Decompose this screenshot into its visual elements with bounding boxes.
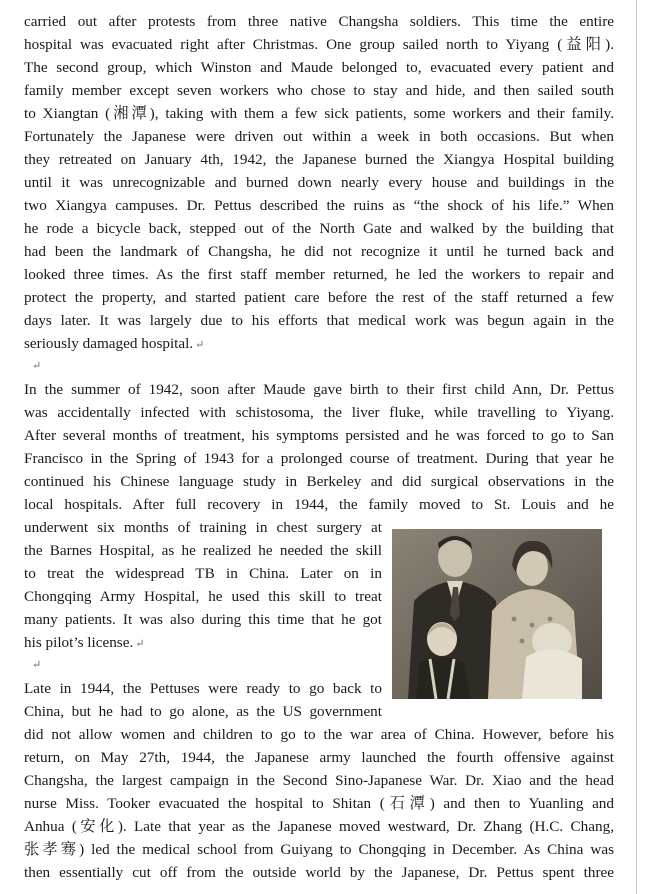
text-line: continued his Chinese language study in Berkeley and did surgical observations in the: [24, 473, 614, 490]
text-line: had been the landmark of Changsha, he did not recognize it until he turned back and: [24, 243, 614, 260]
text-line: did not allow women and children to go to the war area of China. However, before his: [24, 726, 614, 743]
page-margin-guide: [636, 0, 637, 894]
family-photo: [392, 529, 602, 699]
text-line: [24, 631, 382, 654]
text-line: he rode a bicycle back, stepped out of the North Gate and walked by the building that: [24, 220, 614, 237]
text-line-content: seriously damaged hospital.: [24, 335, 194, 352]
paragraph-mark: ↵: [32, 659, 42, 671]
text-line: China, but he had to go alone, as the US government: [24, 703, 382, 720]
text-line: hospital was evacuated right after Christmas. One group sailed north to Yiyang (益阳).: [24, 36, 614, 53]
text-line: Changsha, the largest campaign in the Second Sino-Japanese War. Dr. Xiao and the head: [24, 772, 614, 789]
text-line: underwent six months of training in chest surgery at: [24, 519, 382, 536]
text-line: they retreated on January 4th, 1942, the Japanese burned the Xiangya Hospital building: [24, 151, 614, 168]
text-line: two Xiangya campuses. Dr. Pettus described the ruins as “the shock of his life.” When: [24, 197, 614, 214]
text-line: Fortunately the Japanese were driven out within a week in both occasions. But when: [24, 128, 614, 145]
text-line: was accidentally infected with schistosoma, the liver fluke, while travelling to Yiyang.: [24, 404, 614, 421]
text-line: days later. It was largely due to his efforts that medical work was begun again in the: [24, 312, 614, 329]
text-line: Anhua (安化). Late that year as the Japanese moved westward, Dr. Zhang (H.C. Chang,: [24, 818, 614, 835]
text-line: Francisco in the Spring of 1943 for a prolonged course of treatment. During that year he: [24, 450, 614, 467]
text-line: to treat the widespread TB in China. Later on in: [24, 565, 382, 582]
paragraph-mark: ↵: [135, 638, 145, 650]
paragraph-mark: ↵: [32, 360, 42, 372]
text-line: After several months of treatment, his symptoms persisted and he was forced to go to San: [24, 427, 614, 444]
text-line: many patients. It was also during this time that he got: [24, 611, 382, 628]
text-line: protect the property, and started patient care before the rest of the staff returned a few: [24, 289, 614, 306]
text-line: nurse Miss. Tooker evacuated the hospital to Shitan (石潭) and then to Yuanling and: [24, 795, 614, 812]
text-line: [24, 332, 614, 355]
text-line: The second group, which Winston and Maude belonged to, evacuated every patient and: [24, 59, 614, 76]
text-line: the Barnes Hospital, as he realized he needed the skill: [24, 542, 382, 559]
text-line: local hospitals. After full recovery in 1944, the family moved to St. Louis and he: [24, 496, 614, 513]
paragraph-mark: ↵: [195, 339, 205, 351]
text-line: 张孝骞) led the medical school from Guiyang to Chongqing in December. As China was: [24, 841, 614, 858]
text-line: to Xiangtan (湘潭), taking with them a few sick patients, some workers and their family.: [24, 105, 614, 122]
text-line: until it was unrecognizable and burned down nearly every house and buildings in the: [24, 174, 614, 191]
text-line: then essentially cut off from the outside world by the Japanese, Dr. Pettus spent three: [24, 864, 614, 881]
text-line: Late in 1944, the Pettuses were ready to go back to: [24, 680, 382, 697]
text-line: carried out after protests from three native Changsha soldiers. This time the entire: [24, 13, 614, 30]
text-line: In the summer of 1942, soon after Maude gave birth to their first child Ann, Dr. Pettus: [24, 381, 614, 398]
text-line: Chongqing Army Hospital, he used this skill to treat: [24, 588, 382, 605]
text-line-content: his pilot’s license.: [24, 634, 134, 651]
text-line: family member except seven workers who chose to stay and hide, and then sailed south: [24, 82, 614, 99]
text-line: looked three times. As the first staff member returned, he led the workers to repair and: [24, 266, 614, 283]
text-line: return, on May 27th, 1944, the Japanese army launched the fourth offensive against: [24, 749, 614, 766]
